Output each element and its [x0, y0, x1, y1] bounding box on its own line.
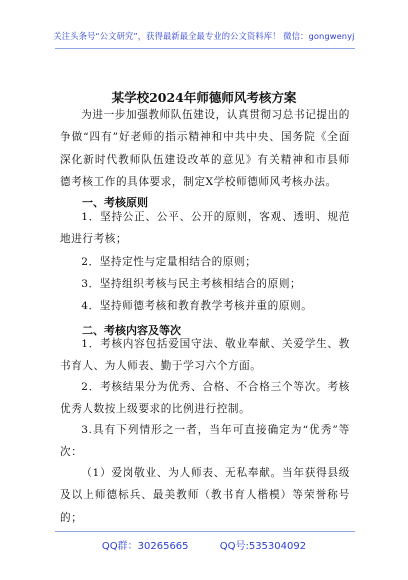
- section2-item-3-1: （1）爱岗敬业、为人师表、无私奉献。当年获得县级及以上师德标兵、最美教师（教书育人楷模）等荣誉称号的；: [60, 467, 350, 524]
- qq-number: QQ号:535304092: [219, 541, 307, 552]
- promo-banner: 关注头条号“公文研究”，获得最新最全最专业的公文资料库！ 微信：gongwenyj: [53, 31, 355, 41]
- header-rule: [55, 48, 355, 49]
- section1-item-1: 1．坚持公正、公平、公开的原则，客观、透明、规范地进行考核；: [60, 211, 350, 246]
- footer-contacts: [0, 537, 408, 552]
- intro-paragraph: 为进一步加强教师队伍建设，认真贯彻习总书记提出的争做“四有”好老师的指示精神和中共中央、国务院《全面深化新时代教师队伍建设改革的意见》有关精神和市县师德考核工作的具体要求，制定X学校师德师风考核办法。: [60, 109, 350, 189]
- section1-heading: 一、考核原则: [82, 196, 148, 209]
- section2-item-3: 3.具有下列情形之一者，当年可直接确定为“优秀”等次：: [60, 424, 350, 459]
- qq-group: QQ群：30265665: [101, 541, 189, 552]
- document-title: 某学校2024年师德师风考核方案: [111, 90, 297, 105]
- section1-item-3: 3．坚持组织考核与民主考核相结合的原则；: [81, 278, 302, 290]
- footer-rule: [55, 531, 355, 532]
- section2-heading: 二、考核内容及等次: [82, 324, 181, 337]
- section2-item-1: 1．考核内容包括爱国守法、敬业奉献、关爱学生、教书育人、为人师表、勤于学习六个方面。: [60, 338, 350, 373]
- section1-item-2: 2．坚持定性与定量相结合的原则；: [81, 256, 257, 268]
- section1-item-4: 4．坚持师德考核和教育教学考核并重的原则。: [81, 300, 313, 312]
- section2-item-2: 2．考核结果分为优秀、合格、不合格三个等次。考核优秀人数按上级要求的比例进行控制。: [60, 381, 350, 416]
